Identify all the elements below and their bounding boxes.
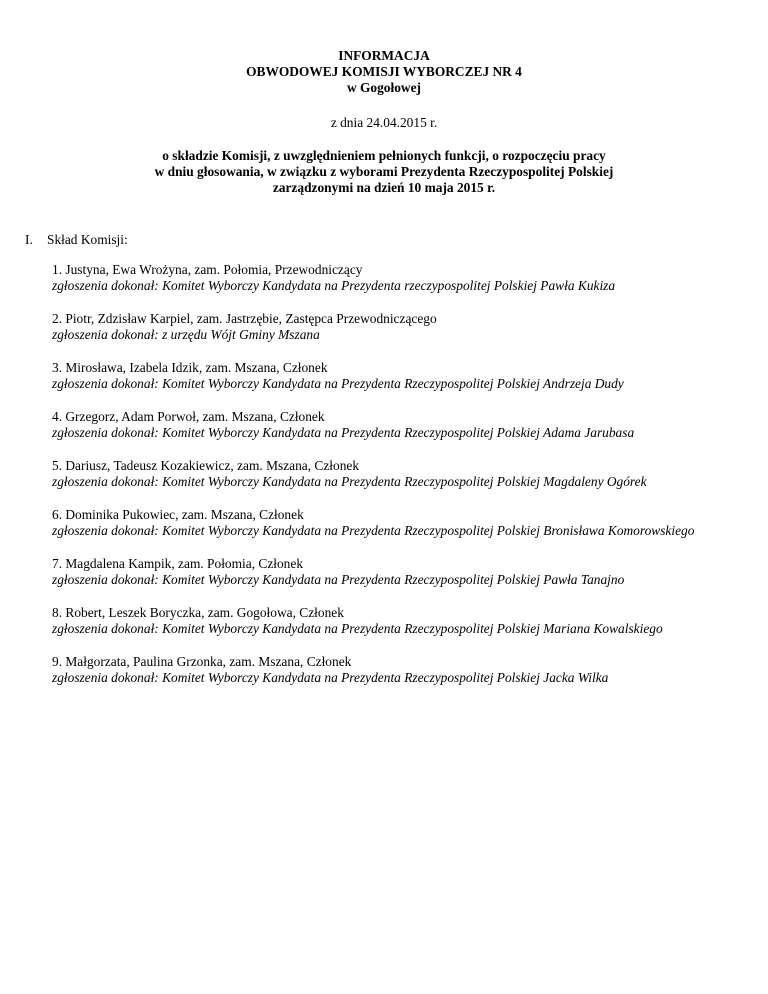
header-location: w Gogołowej xyxy=(346,80,421,95)
member-name: 8. Robert, Leszek Boryczka, zam. Gogołowa, Członek xyxy=(52,605,344,620)
list-item xyxy=(52,605,732,637)
member-nominated-by: zgłoszenia dokonał: Komitet Wyborczy Kandydata na Prezydenta rzeczypospolitej Polskiej Pawła Kukiza xyxy=(52,278,616,293)
section-heading xyxy=(25,232,128,248)
list-item xyxy=(52,360,732,392)
member-nominated-by: zgłoszenia dokonał: Komitet Wyborczy Kandydata na Prezydenta Rzeczypospolitej Polskiej Mariana Kowalskiego xyxy=(52,621,663,636)
member-name: 6. Dominika Pukowiec, zam. Mszana, Członek xyxy=(52,507,304,522)
member-nominated-by: zgłoszenia dokonał: Komitet Wyborczy Kandydata na Prezydenta Rzeczypospolitej Polskiej Jacka Wilka xyxy=(52,670,609,685)
header-title: INFORMACJA xyxy=(338,48,430,63)
document-date: z dnia 24.04.2015 r. xyxy=(330,115,438,130)
list-item xyxy=(52,458,732,490)
list-item xyxy=(52,262,732,294)
section-title: Skład Komisji: xyxy=(47,232,128,247)
member-nominated-by: zgłoszenia dokonał: Komitet Wyborczy Kandydata na Prezydenta Rzeczypospolitej Polskiej Andrzeja Dudy xyxy=(52,376,624,391)
member-nominated-by: zgłoszenia dokonał: Komitet Wyborczy Kandydata na Prezydenta Rzeczypospolitej Polskiej Magdaleny Ogórek xyxy=(52,474,647,489)
member-nominated-by: zgłoszenia dokonał: Komitet Wyborczy Kandydata na Prezydenta Rzeczypospolitej Polskiej Adama Jarubasa xyxy=(52,425,635,440)
header-committee: OBWODOWEJ KOMISJI WYBORCZEJ NR 4 xyxy=(246,64,522,79)
member-name: 4. Grzegorz, Adam Porwoł, zam. Mszana, Członek xyxy=(52,409,325,424)
document-subject xyxy=(0,148,768,196)
member-name: 5. Dariusz, Tadeusz Kozakiewicz, zam. Mszana, Członek xyxy=(52,458,360,473)
list-item xyxy=(52,556,732,588)
subject-line-2: w dniu głosowania, w związku z wyborami Prezydenta Rzeczypospolitej Polskiej xyxy=(154,164,614,179)
document-header xyxy=(0,48,768,96)
list-item xyxy=(52,311,732,343)
members-list xyxy=(52,262,732,703)
subject-line-1: o składzie Komisji, z uwzględnieniem pełnionych funkcji, o rozpoczęciu pracy xyxy=(162,148,606,163)
section-number: I. xyxy=(25,232,33,247)
member-name: 9. Małgorzata, Paulina Grzonka, zam. Mszana, Członek xyxy=(52,654,352,669)
member-nominated-by: zgłoszenia dokonał: Komitet Wyborczy Kandydata na Prezydenta Rzeczypospolitej Polskiej Pawła Tanajno xyxy=(52,572,625,587)
member-name: 7. Magdalena Kampik, zam. Połomia, Członek xyxy=(52,556,304,571)
list-item xyxy=(52,654,732,686)
subject-line-3: zarządzonymi na dzień 10 maja 2015 r. xyxy=(272,180,496,195)
list-item xyxy=(52,507,732,539)
member-nominated-by: zgłoszenia dokonał: z urzędu Wójt Gminy Mszana xyxy=(52,327,320,342)
member-name: 1. Justyna, Ewa Wrożyna, zam. Połomia, Przewodniczący xyxy=(52,262,363,277)
member-nominated-by: zgłoszenia dokonał: Komitet Wyborczy Kandydata na Prezydenta Rzeczypospolitej Polskiej Bronisława Komorowskiego xyxy=(52,523,695,538)
list-item xyxy=(52,409,732,441)
member-name: 2. Piotr, Zdzisław Karpiel, zam. Jastrzębie, Zastępca Przewodniczącego xyxy=(52,311,437,326)
member-name: 3. Mirosława, Izabela Idzik, zam. Mszana, Członek xyxy=(52,360,328,375)
